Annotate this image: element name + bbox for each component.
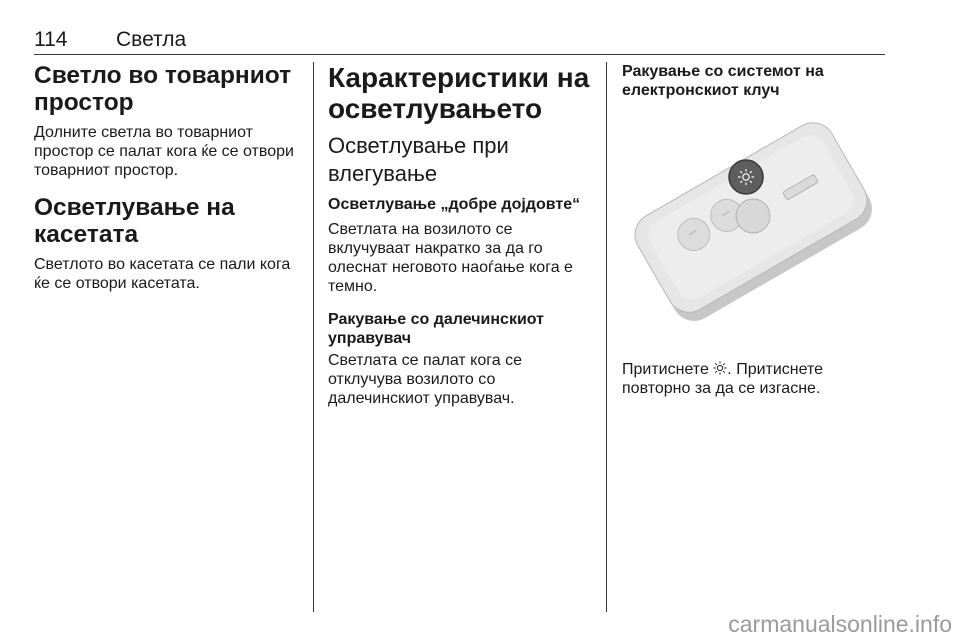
- text-cargo-light: Долните светла во товарниот простор се палат кога ќе се отвори товарниот простор.: [34, 124, 294, 179]
- column-divider: [313, 62, 314, 612]
- key-light-button: [729, 160, 763, 194]
- text-press-instruction: [622, 360, 886, 398]
- text-press-part1: Притиснете: [622, 361, 714, 378]
- column-divider: [606, 62, 607, 612]
- heading-cargo-light: Светло во товарниот простор: [34, 62, 292, 116]
- column-left: [34, 62, 302, 307]
- watermark: carmanualsonline.info: [728, 611, 952, 637]
- page-header: [34, 28, 885, 55]
- text-press-part2: . Притиснете повторно за да се изгасне.: [622, 361, 824, 397]
- heading-welcome-lighting: Осветлување „добре дојдовте“: [328, 196, 581, 213]
- column-middle: [328, 62, 592, 422]
- text-welcome-lighting: Светлата на возилото се вклучуваат накратко за да го олеснат неговото наоѓање кога е темно.: [328, 221, 573, 295]
- page-number: 114: [34, 28, 68, 51]
- key-card-illustration: [622, 117, 884, 331]
- text-cassette-light: Светлото во касетата се пали кога ќе се отвори касетата.: [34, 256, 291, 292]
- light-icon: [713, 361, 727, 375]
- key-button-bottom: [736, 199, 770, 233]
- text-remote-control: Светлата се палат кога се отклучува возилото со далечинскиот управувач.: [328, 352, 522, 407]
- heading-entry-lighting: Осветлување при влегување: [328, 133, 509, 186]
- running-title: Светла: [116, 28, 187, 51]
- heading-lighting-features: Карактеристики на осветлувањето: [328, 62, 590, 124]
- heading-remote-control: Ракување со далечинскиот управувач: [328, 311, 544, 347]
- heading-cassette-light: Осветлување на касетата: [34, 194, 235, 248]
- column-right: [622, 62, 886, 412]
- heading-electronic-key: Ракување со системот на електронскиот клуч: [622, 63, 824, 99]
